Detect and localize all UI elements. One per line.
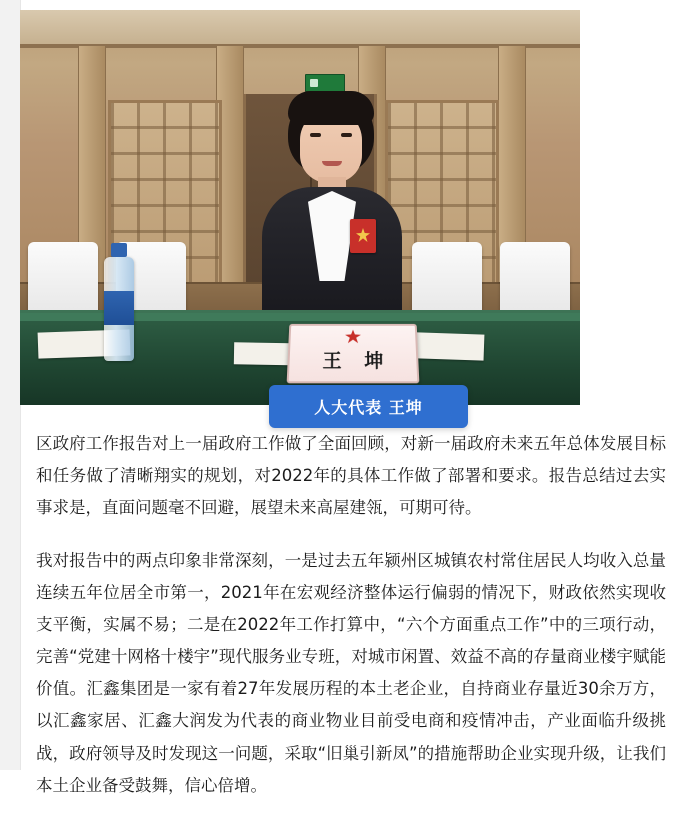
bottle-label <box>104 291 134 325</box>
content-column <box>20 0 681 795</box>
person-fringe <box>288 91 374 125</box>
left-gutter <box>0 0 21 770</box>
photo-caption-badge: 人大代表 王坤 <box>269 385 468 428</box>
desk-nameplate <box>287 324 420 383</box>
bottle-cap <box>111 243 127 257</box>
seated-person <box>256 91 406 341</box>
delegate-badge-icon <box>350 219 376 253</box>
water-bottle <box>104 257 134 361</box>
exit-sign-icon <box>305 74 345 92</box>
room-ceiling <box>20 10 580 46</box>
person-eye <box>310 133 321 137</box>
photo-scene <box>20 10 580 405</box>
emblem-icon <box>345 330 361 344</box>
article-body <box>36 428 666 822</box>
article-paragraph: 我对报告中的两点印象非常深刻，一是过去五年颍州区城镇农村常住居民人均收入总量连续五年位居全市第一，2021年在宏观经济整体运行偏弱的情况下，财政依然实现收支平衡，实属不易；二是在2022年工作打算中，“六个方面重点工作”中的三项行动，完善“党建十网格十楼宇”现代服务业专班，对城市闲置、效益不高的存量商业楼宇赋能价值。汇鑫集团是一家有着27年发展历程的本土老企业，自持商业存量近30余万方，以汇鑫家居、汇鑫大润发为代表的商业物业目前受电商和疫情冲击，产业面临升级挑战，政府领导及时发现这一问题，采取“旧巢引新凤”的措施帮助企业实现升级，让我们本土企业备受鼓舞，信心倍增。 <box>36 550 666 795</box>
person-eye <box>341 133 352 137</box>
person-mouth <box>322 161 342 166</box>
article-paragraph: 区政府工作报告对上一届政府工作做了全面回顾，对新一届政府未来五年总体发展目标和任务做了清晰翔实的规划，对2022年的具体工作做了部署和要求。报告总结过去实事求是，直面问题毫不回避，展望未来高屋建瓴，可期可待。 <box>36 434 666 518</box>
article-photo <box>20 10 580 405</box>
nameplate-text: 王 坤 <box>322 349 392 372</box>
